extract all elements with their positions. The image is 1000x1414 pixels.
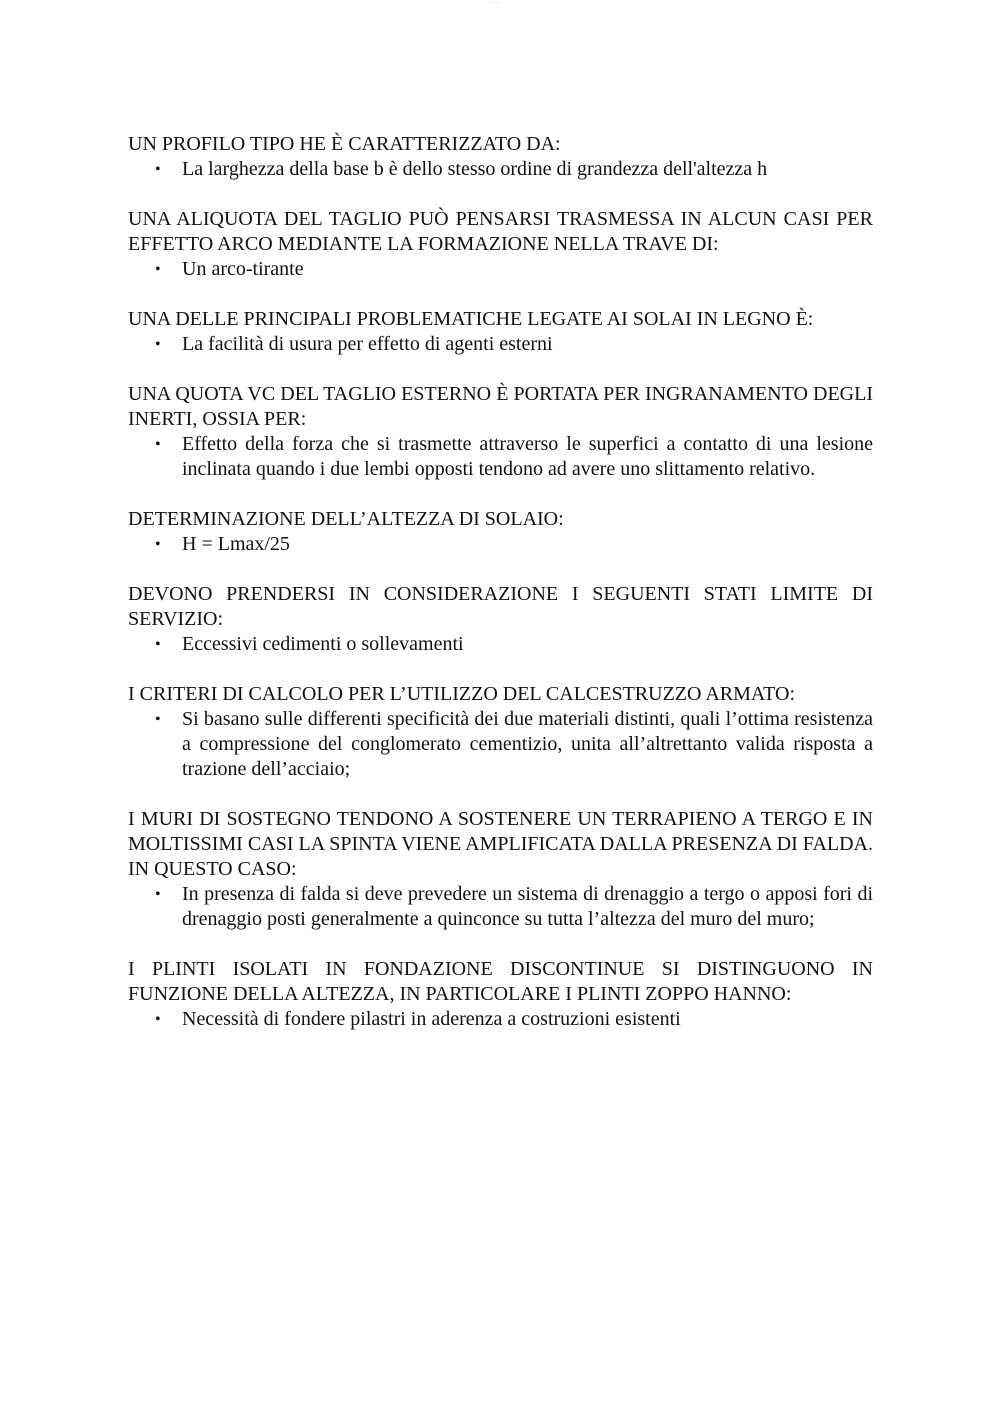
question-heading: UNA QUOTA VC DEL TAGLIO ESTERNO È PORTATA PER INGRANAMENTO DEGLI INERTI, OSSIA PER:	[128, 383, 873, 430]
answer-item	[128, 632, 873, 657]
answer-text: Effetto della forza che si trasmette attraverso le superfici a contatto di una lesione inclinata quando i due lembi opposti tendono ad avere uno slittamento relativo.	[182, 433, 873, 480]
answer-list	[128, 332, 873, 357]
answer-text: La larghezza della base b è dello stesso ordine di grandezza dell'altezza h	[182, 158, 768, 180]
answer-item	[128, 707, 873, 782]
answer-list	[128, 707, 873, 782]
bullet-icon: •	[155, 161, 161, 178]
bullet-icon: •	[155, 436, 161, 453]
qa-item-9	[128, 957, 873, 1032]
answer-text: La facilità di usura per effetto di agenti esterni	[182, 333, 553, 355]
answer-item	[128, 532, 873, 557]
answer-item	[128, 432, 873, 482]
answer-list	[128, 157, 873, 182]
answer-item	[128, 1007, 873, 1032]
answer-item	[128, 882, 873, 932]
answer-item	[128, 157, 873, 182]
page-header-mark: ·······	[490, 0, 500, 5]
qa-item-6	[128, 582, 873, 657]
question-heading: UN PROFILO TIPO HE È CARATTERIZZATO DA:	[128, 133, 561, 155]
qa-item-2	[128, 207, 873, 282]
question-heading: UNA DELLE PRINCIPALI PROBLEMATICHE LEGATE AI SOLAI IN LEGNO È:	[128, 308, 814, 330]
bullet-icon: •	[155, 711, 161, 728]
answer-list	[128, 1007, 873, 1032]
question-heading: UNA ALIQUOTA DEL TAGLIO PUÒ PENSARSI TRASMESSA IN ALCUN CASI PER EFFETTO ARCO MEDIANTE LA FORMAZIONE NELLA TRAVE DI:	[128, 208, 873, 255]
answer-text: Necessità di fondere pilastri in aderenza a costruzioni esistenti	[182, 1008, 681, 1030]
bullet-icon: •	[155, 636, 161, 653]
bullet-icon: •	[155, 336, 161, 353]
answer-text: In presenza di falda si deve prevedere un sistema di drenaggio a tergo o apposi fori di drenaggio posti generalmente a quinconce su tutta l’altezza del muro del muro;	[182, 883, 873, 930]
question-heading: I MURI DI SOSTEGNO TENDONO A SOSTENERE UN TERRAPIENO A TERGO E IN MOLTISSIMI CASI LA SPINTA VIENE AMPLIFICATA DALLA PRESENZA DI FALDA. IN QUESTO CASO:	[128, 808, 873, 880]
question-heading: I PLINTI ISOLATI IN FONDAZIONE DISCONTINUE SI DISTINGUONO IN FUNZIONE DELLA ALTEZZA, IN PARTICOLARE I PLINTI ZOPPO HANNO:	[128, 958, 873, 1005]
answer-text: H = Lmax/25	[182, 533, 290, 555]
answer-text: Si basano sulle differenti specificità dei due materiali distinti, quali l’ottima resistenza a compressione del conglomerato cementizio, unita all’altrettanto valida risposta a trazione dell’acciaio;	[182, 708, 873, 780]
bullet-icon: •	[155, 536, 161, 553]
qa-item-5	[128, 507, 873, 557]
answer-list	[128, 257, 873, 282]
bullet-icon: •	[155, 1011, 161, 1028]
answer-list	[128, 632, 873, 657]
qa-item-7	[128, 682, 873, 782]
answer-text: Eccessivi cedimenti o sollevamenti	[182, 633, 464, 655]
bullet-icon: •	[155, 886, 161, 903]
question-heading: DETERMINAZIONE DELL’ALTEZZA DI SOLAIO:	[128, 508, 564, 530]
answer-text: Un arco-tirante	[182, 258, 304, 280]
document-body	[128, 132, 873, 1057]
question-heading: DEVONO PRENDERSI IN CONSIDERAZIONE I SEGUENTI STATI LIMITE DI SERVIZIO:	[128, 583, 873, 630]
answer-list	[128, 532, 873, 557]
answer-list	[128, 432, 873, 482]
qa-item-3	[128, 307, 873, 357]
answer-item	[128, 257, 873, 282]
qa-item-4	[128, 382, 873, 482]
qa-item-1	[128, 132, 873, 182]
bullet-icon: •	[155, 261, 161, 278]
answer-item	[128, 332, 873, 357]
question-heading: I CRITERI DI CALCOLO PER L’UTILIZZO DEL CALCESTRUZZO ARMATO:	[128, 683, 796, 705]
answer-list	[128, 882, 873, 932]
qa-item-8	[128, 807, 873, 932]
